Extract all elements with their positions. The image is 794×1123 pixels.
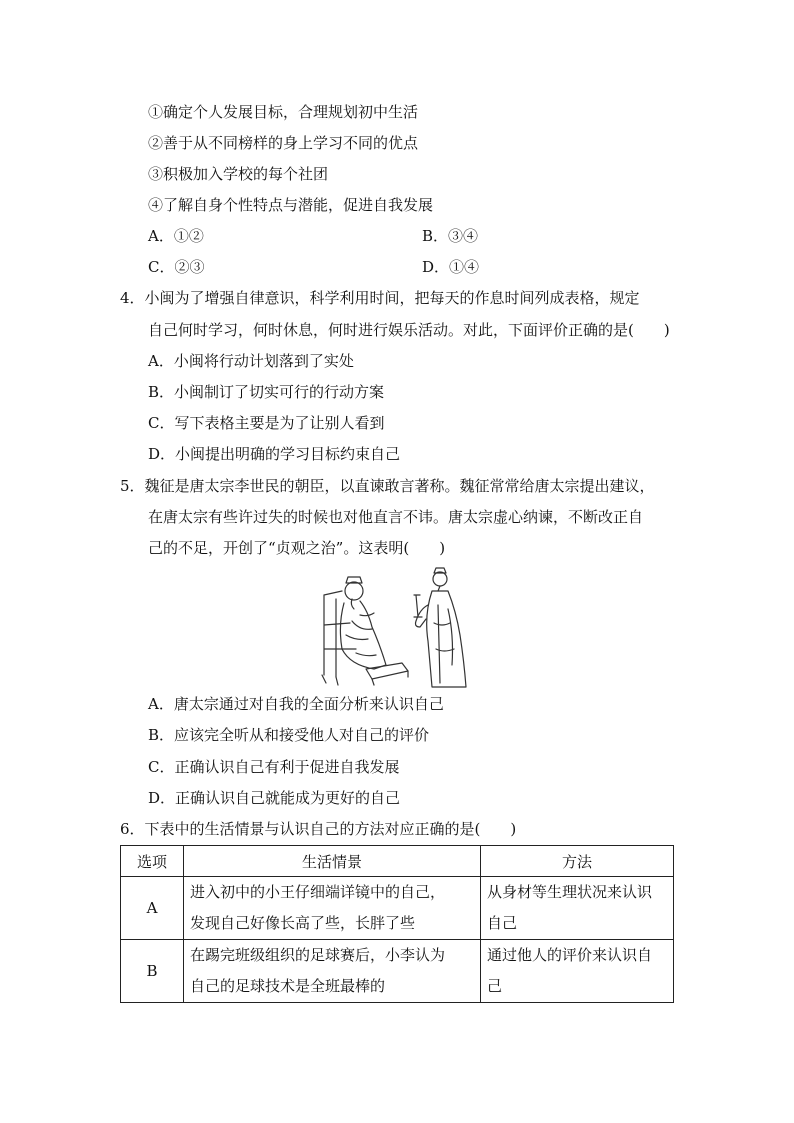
q4-option-c[interactable]: C．写下表格主要是为了让别人看到	[148, 414, 385, 432]
q6-table	[120, 845, 674, 1003]
row-b-situation	[184, 940, 481, 1003]
q3-option-b[interactable]: B．③④	[422, 227, 479, 245]
q5-option-c[interactable]: C．正确认识自己有利于促进自我发展	[148, 758, 400, 776]
q5-option-b[interactable]: B．应该完全听从和接受他人对自己的评价	[148, 726, 430, 744]
q3-item-1: ①确定个人发展目标，合理规划初中生活	[148, 103, 419, 121]
row-b-situation-line-2: 自己的足球技术是全班最棒的	[190, 977, 386, 995]
row-b-method-line-2: 己	[487, 977, 503, 995]
q4-stem-line-1: 4．小闽为了增强自律意识，科学利用时间，把每天的作息时间列成表格，规定	[120, 289, 640, 307]
table-header-row	[121, 846, 674, 877]
q3-option-d[interactable]: D．①④	[422, 258, 480, 276]
row-a-situation	[184, 877, 481, 940]
row-a-situation-line-1: 进入初中的小王仔细端详镜中的自己，	[190, 883, 446, 901]
emperor-minister-illustration	[316, 565, 480, 689]
q4-option-b[interactable]: B．小闽制订了切实可行的行动方案	[148, 383, 385, 401]
header-option: 选项	[121, 846, 184, 877]
row-b-situation-line-1: 在踢完班级组织的足球赛后，小李认为	[190, 946, 446, 964]
row-a-option: A	[121, 877, 184, 940]
row-a-situation-line-2: 发现自己好像长高了些，长胖了些	[190, 914, 416, 932]
row-b-method	[481, 940, 674, 1003]
q3-item-3: ③积极加入学校的每个社团	[148, 165, 329, 183]
q4-option-a[interactable]: A．小闽将行动计划落到了实处	[148, 352, 354, 370]
q3-option-c[interactable]: C．②③	[148, 258, 205, 276]
q3-option-a[interactable]: A．①②	[148, 227, 204, 245]
q3-item-2: ②善于从不同榜样的身上学习不同的优点	[148, 134, 419, 152]
header-method: 方法	[481, 846, 674, 877]
q5-option-d[interactable]: D．正确认识自己就能成为更好的自己	[148, 789, 401, 807]
row-a-method	[481, 877, 674, 940]
table-row	[121, 877, 674, 940]
q5-stem-line-2: 在唐太宗有些许过失的时候也对他直言不讳。唐太宗虚心纳谏，不断改正自	[148, 508, 644, 526]
table-row	[121, 940, 674, 1003]
q4-stem-line-2: 自己何时学习，何时休息，何时进行娱乐活动。对此，下面评价正确的是( )	[148, 321, 670, 339]
q3-item-4: ④了解自身个性特点与潜能，促进自我发展	[148, 196, 434, 214]
header-situation: 生活情景	[184, 846, 481, 877]
q5-stem-line-3: 己的不足，开创了“贞观之治”。这表明( )	[148, 539, 446, 557]
row-b-method-line-1: 通过他人的评价来认识自	[487, 946, 653, 964]
q6-stem: 6．下表中的生活情景与认识自己的方法对应正确的是( )	[120, 820, 517, 838]
row-a-method-line-1: 从身材等生理状况来认识	[487, 883, 653, 901]
q5-option-a[interactable]: A．唐太宗通过对自我的全面分析来认识自己	[148, 695, 444, 713]
q4-option-d[interactable]: D．小闽提出明确的学习目标约束自己	[148, 445, 401, 463]
row-a-method-line-2: 自己	[487, 914, 518, 932]
row-b-option: B	[121, 940, 184, 1003]
q5-stem-line-1: 5．魏征是唐太宗李世民的朝臣，以直谏敢言著称。魏征常常给唐太宗提出建议，	[120, 477, 655, 495]
